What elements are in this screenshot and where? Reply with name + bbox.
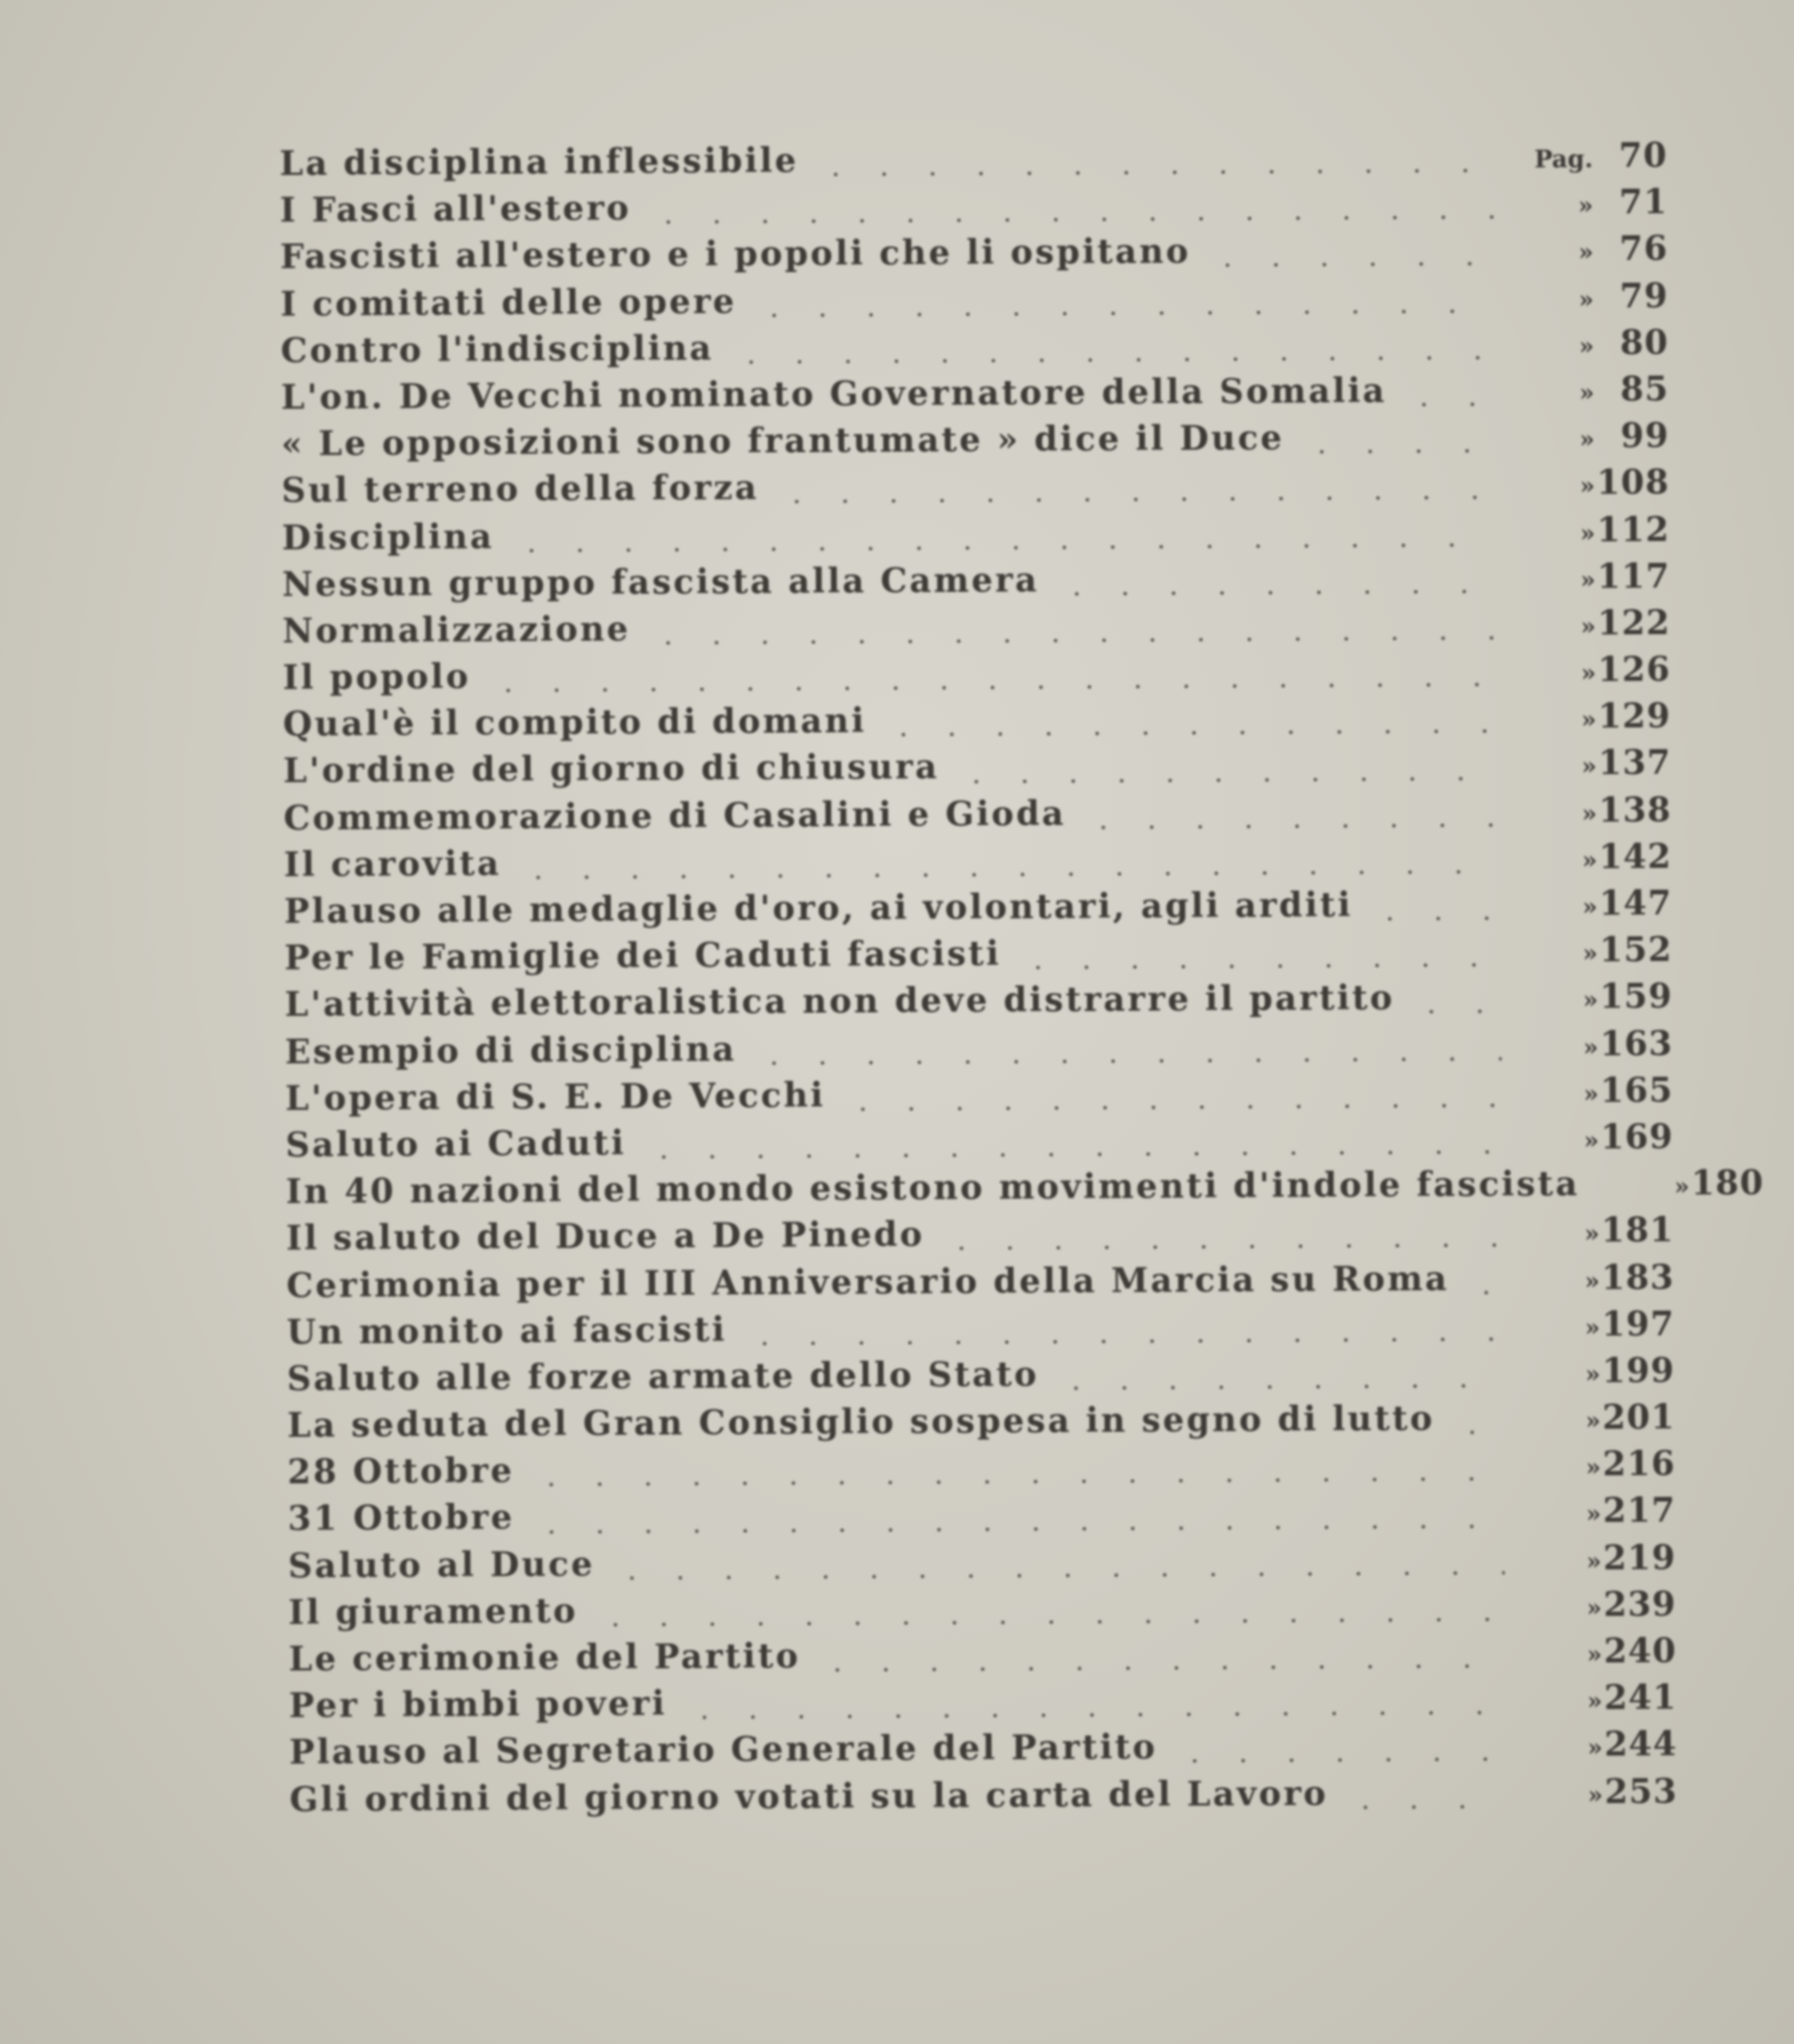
toc-entry-title: Per le Famiglie dei Caduti fascisti (284, 934, 1001, 979)
dot-leader (639, 1150, 1502, 1159)
toc-entry-title: I comitati delle opere (279, 281, 737, 324)
toc-entry-page-prefix: » (1585, 1454, 1601, 1482)
toc-entry-title: Sul terreno della forza (281, 468, 759, 511)
dot-leader (1298, 449, 1498, 453)
toc-entry (280, 323, 1668, 378)
toc-entry-page-prefix: » (1584, 1266, 1600, 1295)
dot-leader (1171, 1757, 1506, 1763)
toc-entry-title: L'on. De Vecchi nominato Governatore della Somalia (280, 371, 1387, 417)
toc-entry-page-number: 117 (1597, 556, 1670, 597)
toc-entry-title: Saluto alle forze armate dello Stato (286, 1354, 1040, 1399)
toc-entry-title: La seduta del Gran Consiglio sospesa in segno di lutto (287, 1399, 1435, 1446)
toc-entry-page-prefix: » (1580, 613, 1597, 642)
toc-entry (282, 603, 1670, 658)
dot-leader (750, 309, 1497, 318)
toc-entry (289, 1678, 1677, 1733)
toc-entry (283, 791, 1671, 846)
toc-entry-title: Esempio di disciplina (284, 1029, 737, 1072)
toc-entry-page-number: 79 (1619, 276, 1669, 316)
dot-leader (1366, 916, 1501, 921)
toc-entry-page-prefix: » (1581, 752, 1597, 781)
toc-entry (285, 1023, 1673, 1078)
toc-entry-page-number: 244 (1604, 1725, 1678, 1765)
toc-entry (285, 1117, 1673, 1172)
toc-entry-page-number: 126 (1597, 649, 1671, 690)
toc-entry-title: 31 Ottobre (287, 1497, 515, 1539)
dot-leader (750, 1057, 1502, 1065)
toc-entry-title: L'ordine del giorno di chiusura (282, 748, 940, 792)
toc-entry-page-prefix: » (1579, 332, 1595, 361)
dot-leader (879, 729, 1500, 737)
toc-entry-title: In 40 nazioni del mondo esistono movimenti d'indole fascista (285, 1164, 1580, 1212)
dot-leader (1462, 1291, 1503, 1294)
toc-entry-page-prefix: » (1578, 238, 1594, 267)
toc-entry-page-prefix: » (1586, 1687, 1603, 1716)
toc-entry-page-number: 216 (1602, 1444, 1676, 1484)
toc-entry-page-prefix: » (1583, 1080, 1599, 1109)
toc-entry (290, 1771, 1678, 1826)
dot-leader (483, 683, 1499, 693)
dot-leader (608, 1571, 1505, 1580)
toc-entry (287, 1351, 1675, 1406)
toc-entry-page-prefix: » (1585, 1500, 1602, 1529)
toc-entry-page-number: 165 (1599, 1070, 1674, 1111)
toc-entry-page-prefix: » (1583, 1127, 1599, 1156)
dot-leader (772, 495, 1499, 504)
toc-entry (282, 650, 1670, 705)
toc-entry (284, 930, 1672, 985)
toc-entry-page-prefix: » (1579, 472, 1596, 501)
toc-entry (283, 743, 1671, 798)
dot-leader (1079, 823, 1500, 830)
toc-entry-page-number: 240 (1603, 1631, 1678, 1672)
toc-entry (283, 697, 1671, 751)
toc-entry-page-prefix: » (1581, 659, 1597, 688)
toc-entry-title: Normalizzazione (282, 609, 631, 651)
dot-leader (527, 1477, 1504, 1486)
toc-entry (289, 1631, 1677, 1686)
toc-entry-page-prefix: » (1674, 1172, 1690, 1201)
toc-entry-page-prefix: » (1582, 940, 1598, 968)
toc-entry-page-prefix: » (1585, 1407, 1601, 1436)
dot-leader (727, 356, 1497, 364)
toc-entry-title: Il popolo (282, 657, 471, 698)
toc-entry (281, 416, 1669, 471)
toc-entry-page-number: 183 (1601, 1257, 1675, 1297)
toc-entry-page-prefix: » (1581, 706, 1597, 735)
toc-entry-page-prefix: » (1580, 519, 1596, 548)
dot-leader (838, 1103, 1502, 1111)
toc-entry-page-number: 137 (1597, 743, 1672, 783)
toc-entry-page-prefix: » (1587, 1734, 1603, 1763)
dot-leader (527, 1524, 1504, 1534)
toc-entry (286, 1257, 1674, 1312)
toc-entry-page-prefix: » (1583, 1033, 1599, 1063)
toc-entry (280, 229, 1668, 284)
toc-entry-page-number: 108 (1596, 463, 1670, 503)
dot-leader (811, 169, 1496, 176)
dot-leader (680, 1711, 1505, 1719)
table-of-contents (279, 135, 1764, 1827)
toc-entry-page-prefix: » (1583, 986, 1598, 1015)
toc-entry-page-prefix: » (1586, 1594, 1602, 1623)
toc-entry-page-number: 71 (1619, 183, 1668, 223)
toc-entry-title: Qual'è il compito di domani (282, 701, 867, 745)
dot-leader (644, 636, 1499, 645)
toc-entry-page-prefix: » (1584, 1314, 1600, 1343)
toc-entry-page-prefix: » (1582, 893, 1598, 922)
toc-entry-page-prefix: » (1579, 379, 1595, 408)
dot-leader (952, 777, 1500, 784)
toc-entry (282, 557, 1670, 612)
toc-entry-title: Un monito ai fascisti (286, 1309, 727, 1352)
toc-entry-page-prefix: » (1582, 799, 1597, 829)
toc-entry (285, 977, 1673, 1032)
toc-entry-page-number: 197 (1601, 1304, 1675, 1345)
toc-entry-title: Il giuramento (288, 1591, 578, 1632)
toc-entry-page-number: 180 (1691, 1163, 1764, 1203)
dot-leader (1341, 1805, 1506, 1809)
dot-leader (937, 1243, 1502, 1251)
toc-entry-title: Le cerimonie del Partito (288, 1636, 801, 1679)
toc-entry-title: Plauso alle medaglie d'oro, ai volontari, agli arditi (283, 885, 1353, 931)
toc-entry-title: Fascisti all'estero e i popoli che li ospitano (279, 232, 1191, 277)
toc-entry (280, 276, 1668, 331)
toc-entry-page-prefix: Pag. (1534, 145, 1594, 174)
toc-entry-title: Saluto al Duce (288, 1544, 595, 1586)
toc-entry-title: Il saluto del Duce a De Pinedo (286, 1215, 925, 1259)
dot-leader (1447, 1430, 1503, 1434)
toc-entry (289, 1725, 1677, 1780)
dot-leader (1400, 402, 1498, 407)
toc-entry (289, 1585, 1677, 1640)
dot-leader (740, 1337, 1502, 1346)
toc-entry-title: L'opera di S. E. De Vecchi (285, 1076, 826, 1118)
dot-leader (1014, 963, 1502, 969)
toc-entry-page-number: 217 (1602, 1491, 1677, 1531)
toc-entry (288, 1491, 1676, 1546)
toc-entry-page-number: 199 (1601, 1350, 1676, 1391)
toc-entry (287, 1398, 1675, 1453)
toc-entry-page-number: 152 (1599, 930, 1673, 970)
toc-entry-page-number: 169 (1600, 1117, 1674, 1157)
toc-entry-page-number: 122 (1597, 602, 1671, 643)
toc-entry-page-number: 76 (1619, 229, 1668, 269)
toc-entry (281, 463, 1669, 518)
dot-leader (591, 1618, 1504, 1627)
toc-entry-page-number: 138 (1598, 790, 1672, 830)
toc-entry-title: « Le opposizioni sono frantumate » dice il Duce (280, 418, 1284, 465)
toc-entry-page-prefix: » (1578, 285, 1595, 315)
toc-entry-page-number: 239 (1603, 1584, 1677, 1625)
dot-leader (813, 1664, 1505, 1672)
toc-entry-page-prefix: » (1586, 1641, 1603, 1670)
toc-entry-title: Disciplina (281, 517, 495, 558)
toc-entry-page-prefix: » (1578, 192, 1594, 221)
toc-entry-page-number: 219 (1603, 1537, 1677, 1577)
toc-entry (284, 837, 1672, 892)
toc-entry-page-number: 253 (1604, 1771, 1678, 1811)
toc-entry (288, 1537, 1676, 1592)
toc-entry-page-prefix: » (1584, 1360, 1601, 1389)
dot-leader (1203, 262, 1497, 267)
dot-leader (1052, 1384, 1503, 1390)
toc-entry-page-prefix: » (1583, 1220, 1600, 1249)
toc-entry (284, 884, 1672, 939)
toc-entry-page-number: 241 (1603, 1678, 1678, 1718)
toc-entry-title: Gli ordini del giorno votati su la carta del Lavoro (289, 1773, 1328, 1820)
toc-entry-title: Plauso al Segretario Generale del Partito (289, 1727, 1158, 1773)
toc-entry-page-number: 142 (1598, 836, 1672, 877)
toc-entry-page-number: 163 (1599, 1023, 1674, 1063)
toc-entry-title: Per i bimbi poveri (289, 1684, 668, 1726)
toc-entry-title: Saluto ai Caduti (285, 1123, 627, 1165)
dot-leader (1053, 589, 1499, 596)
toc-entry-page-number: 85 (1620, 369, 1669, 410)
toc-entry-page-number: 112 (1597, 509, 1670, 549)
toc-entry-page-prefix: » (1579, 426, 1596, 454)
toc-entry (288, 1444, 1676, 1499)
toc-entry-page-prefix: » (1580, 566, 1596, 595)
toc-entry-title: Il carovita (283, 844, 502, 885)
toc-entry-title: Cerimonia per il III Anniversario della Marcia su Roma (286, 1258, 1449, 1306)
toc-entry-title: L'attività elettoralistica non deve distrarre il partito (284, 979, 1395, 1025)
toc-entry-title: 28 Ottobre (287, 1451, 515, 1493)
toc-entry (279, 183, 1667, 237)
toc-entry (285, 1163, 1764, 1219)
dot-leader (1407, 1009, 1502, 1014)
dot-leader (514, 870, 1501, 879)
toc-entry-page-number: 80 (1620, 322, 1669, 362)
toc-entry-page-prefix: » (1585, 1547, 1602, 1577)
toc-entry (281, 370, 1669, 425)
toc-entry-page-number: 99 (1620, 416, 1670, 456)
toc-entry-title: Nessun gruppo fascista alla Camera (281, 560, 1040, 604)
toc-entry-page-number: 159 (1599, 977, 1673, 1017)
toc-entry-page-number: 181 (1600, 1211, 1675, 1251)
toc-entry-title: Contro l'indisciplina (280, 328, 714, 371)
toc-entry-title: I Fasci all'estero (279, 188, 632, 231)
toc-entry-title: Commemorazione di Casalini e Gioda (283, 793, 1067, 838)
toc-entry-page-number: 201 (1602, 1397, 1676, 1438)
toc-entry (281, 509, 1669, 564)
toc-entry-title: La disciplina inflessibile (279, 141, 799, 183)
toc-entry-page-number: 147 (1598, 883, 1673, 924)
toc-entry-page-number: 70 (1618, 135, 1668, 176)
toc-entry (279, 136, 1667, 191)
toc-entry-page-prefix: » (1587, 1780, 1603, 1810)
toc-entry-page-number: 129 (1597, 697, 1671, 737)
toc-entry (286, 1211, 1674, 1266)
dot-leader (645, 215, 1497, 224)
toc-entry (287, 1305, 1675, 1360)
dot-leader (507, 543, 1498, 553)
toc-entry (285, 1071, 1673, 1126)
toc-entry-page-prefix: » (1582, 846, 1597, 875)
